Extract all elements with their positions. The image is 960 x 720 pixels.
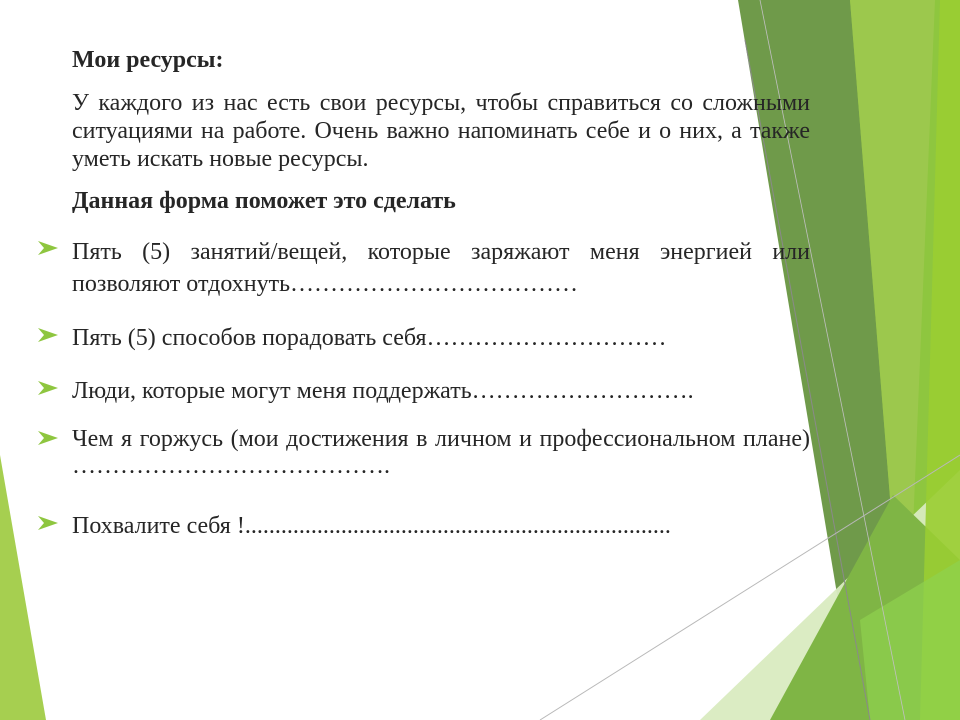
bullet-text: Пять (5) способов порадовать себя………………………… — [72, 325, 667, 351]
arrowhead-bullet-icon — [36, 325, 60, 345]
list-item — [72, 323, 810, 353]
bullet-text: Похвалите себя !....................................................................... — [72, 513, 671, 539]
bullet-text: Чем я горжусь (мои достижения в личном и профессиональном плане) …………………………………. — [72, 426, 810, 479]
list-item — [72, 426, 810, 480]
list-item — [72, 236, 810, 300]
slide-heading: Мои ресурсы: — [72, 47, 224, 73]
bullet-text: Люди, которые могут меня поддержать………………………. — [72, 378, 694, 404]
arrowhead-bullet-icon — [36, 238, 60, 258]
list-item — [72, 376, 810, 406]
arrowhead-bullet-icon — [36, 513, 60, 533]
intro-paragraph: У каждого из нас есть свои ресурсы, чтобы справиться со сложными ситуациями на работе. Очень важно напоминать себе и о них, а также уметь искать новые ресурсы. — [72, 90, 810, 172]
arrowhead-bullet-icon — [36, 428, 60, 448]
form-subheading: Данная форма поможет это сделать — [72, 188, 456, 214]
bullet-text: Пять (5) занятий/вещей, которые заряжают меня энергией или позволяют отдохнуть……………………………… — [72, 239, 810, 297]
list-item — [72, 511, 810, 541]
arrowhead-bullet-icon — [36, 378, 60, 398]
